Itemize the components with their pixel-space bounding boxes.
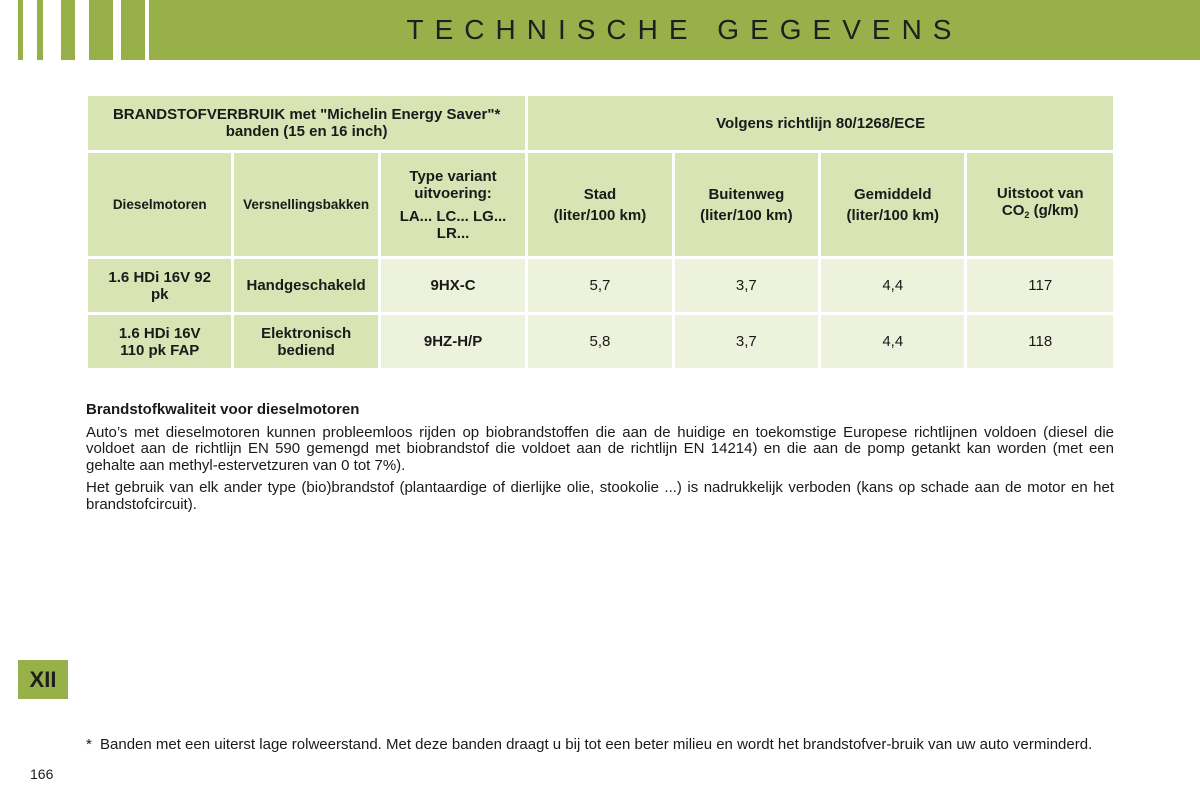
row-extra: 3,7 [675, 259, 818, 312]
table-row [88, 259, 1113, 312]
table-norm: Volgens richtlijn 80/1268/ECE [528, 96, 1113, 150]
header-combined-unit: (liter/100 km) [846, 206, 940, 224]
chapter-tab: XII [18, 660, 68, 699]
header-co2 [967, 153, 1113, 256]
fuel-consumption-table [85, 93, 1116, 371]
page-number: 166 [30, 766, 54, 782]
header-variant [381, 153, 525, 256]
row-co2: 118 [967, 315, 1113, 368]
footnote [86, 737, 1114, 754]
header-city-label: Stad [583, 185, 617, 203]
row-city: 5,8 [528, 315, 671, 368]
header-gearboxes: Versnellingsbakken [243, 197, 370, 212]
header-extra [675, 153, 818, 256]
table-row [88, 315, 1113, 368]
header-combined [821, 153, 964, 256]
header-co2-co: CO [1001, 202, 1025, 219]
table-title: BRANDSTOFVERBRUIK met "Michelin Energy Saver"* banden (15 en 16 inch) [88, 96, 525, 150]
fuel-consumption-table-wrap [85, 93, 1116, 371]
row-gearbox: Handgeschakeld [234, 259, 377, 312]
row-co2: 117 [967, 259, 1113, 312]
header-variant-line1: Type variant uitvoering: [409, 167, 497, 202]
header-city [528, 153, 671, 256]
row-combined: 4,4 [821, 259, 964, 312]
row-combined: 4,4 [821, 315, 964, 368]
section-paragraph: Auto’s met dieselmotoren kunnen probleemloos rijden op biobrandstoffen die aan de huidige en toekomstige Europese richtlijnen voldoen (diesel die voldoet aan de richtlijn EN 590 gemengd met biobrandstof die voldoet aan de richtlijn EN 14214) en die aan de pomp getankt kan worden (met een gehalte aan methyl-estervetzuren van 0 tot 7%). [86, 423, 1114, 474]
row-extra: 3,7 [675, 315, 818, 368]
row-variant: 9HX-C [381, 259, 525, 312]
header-engines: Dieselmotoren [112, 197, 207, 212]
header-stripe [18, 0, 23, 60]
row-engine: 1.6 HDi 16V 110 pk FAP [88, 315, 231, 368]
header-stripe [121, 0, 145, 60]
footnote-marker: * [86, 736, 92, 753]
header-variant-line2: LA... LC... LG... LR... [399, 207, 507, 242]
row-gearbox: Elektronisch bediend [234, 315, 377, 368]
page-header [0, 0, 1200, 62]
row-variant: 9HZ-H/P [381, 315, 525, 368]
row-engine: 1.6 HDi 16V 92 pk [88, 259, 231, 312]
header-extra-unit: (liter/100 km) [700, 206, 793, 224]
header-stripe [37, 0, 43, 60]
header-co2-pre: Uitstoot van [996, 185, 1084, 202]
section-paragraph: Het gebruik van elk ander type (bio)brandstof (plantaardige of dierlijke olie, stookolie ...) is nadrukkelijk verboden (kans op schade aan de motor en het brandstofcircuit). [86, 479, 1114, 513]
header-co2-sub: 2 [1024, 210, 1030, 220]
page-title: TECHNISCHE GEGEVENS [406, 14, 963, 45]
section-heading: Brandstofkwaliteit voor dieselmotoren [86, 401, 360, 418]
header-co2-unit: (g/km) [1033, 202, 1079, 219]
row-city: 5,7 [528, 259, 671, 312]
fuel-quality-section [86, 402, 1114, 519]
header-stripe [89, 0, 113, 60]
header-combined-label: Gemiddeld [854, 185, 932, 203]
header-city-unit: (liter/100 km) [553, 206, 647, 224]
header-extra-label: Buitenweg [708, 185, 785, 203]
header-stripe [61, 0, 75, 60]
footnote-text: Banden met een uiterst lage rolweerstand. Met deze banden draagt u bij tot een beter milieu en wordt het brandstofver-bruik van uw auto verminderd. [100, 736, 1093, 753]
